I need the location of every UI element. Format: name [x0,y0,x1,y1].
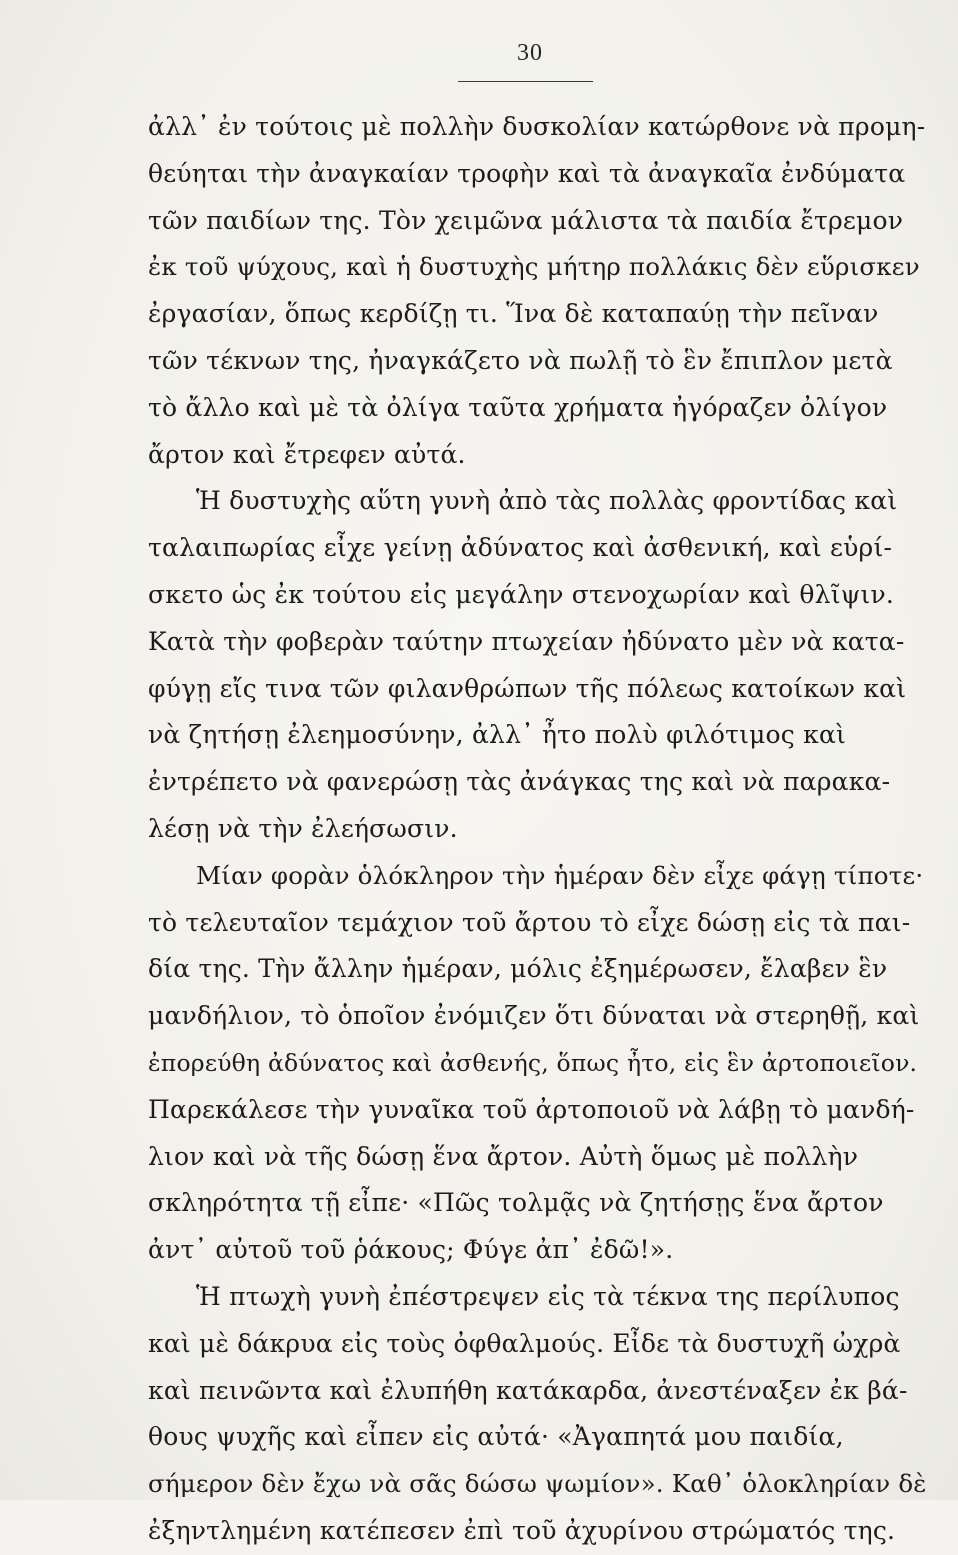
text-line: Κατὰ τὴν φοβερὰν ταύτην πτωχείαν ἠδύνατο μὲν νὰ κατα- [148,626,905,656]
text-line: καὶ πεινῶντα καὶ ἐλυπήθη κατάκαρδα, ἀνεστέναξεν ἐκ βά- [148,1375,908,1405]
text-line: καὶ μὲ δάκρυα εἰς τοὺς ὀφθαλμούς. Εἶδε τὰ δυστυχῆ ὠχρὰ [148,1328,901,1358]
page-number: 30 [517,40,543,66]
text-line: σκετο ὡς ἐκ τούτου εἰς μεγάλην στενοχωρίαν καὶ θλῖψιν. [148,579,895,609]
page-number-rule [458,81,593,82]
text-line: τὸ ἄλλο καὶ μὲ τὰ ὀλίγα ταῦτα χρήματα ἠγόραζεν ὀλίγον [148,392,888,422]
body-text [148,104,928,1555]
text-line: ἀλλ᾽ ἐν τούτοις μὲ πολλὴν δυσκολίαν κατώρθονε νὰ προμη- [148,112,926,141]
text-line: μανδήλιον, τὸ ὁποῖον ἐνόμιζεν ὅτι δύναται νὰ στερηθῇ, καὶ [148,1001,920,1031]
text-line: φύγῃ εἴς τινα τῶν φιλανθρώπων τῆς πόλεως κατοίκων καὶ [148,673,907,703]
text-line: Μίαν φορὰν ὁλόκληρον τὴν ἡμέραν δὲν εἶχε φάγῃ τίποτε· [196,860,924,890]
text-line: Ἡ πτωχὴ γυνὴ ἐπέστρεψεν εἰς τὰ τέκνα της περίλυπος [196,1281,900,1311]
text-line: ἐπορεύθη ἀδύνατος καὶ ἀσθενής, ὅπως ἦτο, εἰς ἓν ἀρτοποιεῖον. [148,1048,918,1077]
text-line: λέσῃ νὰ τὴν ἐλεήσωσιν. [148,813,458,843]
text-line: ἐργασίαν, ὅπως κερδίζῃ τι. Ἵνα δὲ καταπαύῃ τὴν πεῖναν [148,299,879,329]
text-line: λιον καὶ νὰ τῆς δώσῃ ἕνα ἄρτον. Αὐτὴ ὅμως μὲ πολλὴν [148,1141,859,1171]
text-line: σήμερον δὲν ἔχω νὰ σᾶς δώσω ψωμίον». Καθ᾽ ὁλοκληρίαν δὲ [148,1469,927,1499]
text-line: σκληρότητα τῇ εἶπε· «Πῶς τολμᾷς νὰ ζητήσῃς ἕνα ἄρτον [148,1188,884,1218]
text-line: ταλαιπωρίας εἶχε γείνῃ ἀδύνατος καὶ ἀσθενική, καὶ εὑρί- [148,533,893,563]
text-line: τῶν παιδίων της. Τὸν χειμῶνα μάλιστα τὰ παιδία ἔτρεμον [148,205,904,235]
text-line: θεύηται τὴν ἀναγκαίαν τροφὴν καὶ τὰ ἀναγκαῖα ἐνδύματα [148,158,906,188]
text-line: θους ψυχῆς καὶ εἶπεν εἰς αὐτά· «Ἀγαπητά μου παιδία, [148,1422,844,1452]
text-line: ἀντ᾽ αὐτοῦ τοῦ ῥάκους; Φύγε ἀπ᾽ ἐδῶ!». [148,1235,674,1265]
text-line: τὸ τελευταῖον τεμάχιον τοῦ ἄρτου τὸ εἶχε δώσῃ εἰς τὰ παι- [148,907,911,937]
text-line: ἄρτον καὶ ἔτρεφεν αὐτά. [148,439,466,469]
text-line: τῶν τέκνων της, ἠναγκάζετο νὰ πωλῇ τὸ ἓν ἔπιπλον μετὰ [148,345,893,375]
text-line: Παρεκάλεσε τὴν γυναῖκα τοῦ ἀρτοποιοῦ νὰ λάβῃ τὸ μανδή- [148,1094,915,1124]
text-line: δία της. Τὴν ἄλλην ἡμέραν, μόλις ἐξημέρωσεν, ἔλαβεν ἓν [148,954,888,984]
text-line: ἐκ τοῦ ψύχους, καὶ ἡ δυστυχὴς μήτηρ πολλάκις δὲν εὕρισκεν [148,252,920,282]
text-line: νὰ ζητήσῃ ἐλεημοσύνην, ἀλλ᾽ ἦτο πολὺ φιλότιμος καὶ [148,720,847,750]
text-line: ἐντρέπετο νὰ φανερώσῃ τὰς ἀνάγκας της καὶ νὰ παρακα- [148,767,891,797]
text-line: ἐξηντλημένη κατέπεσεν ἐπὶ τοῦ ἀχυρίνου στρώματός της. [148,1515,896,1545]
text-line: Ἡ δυστυχὴς αὕτη γυνὴ ἀπὸ τὰς πολλὰς φροντίδας καὶ [196,486,898,516]
